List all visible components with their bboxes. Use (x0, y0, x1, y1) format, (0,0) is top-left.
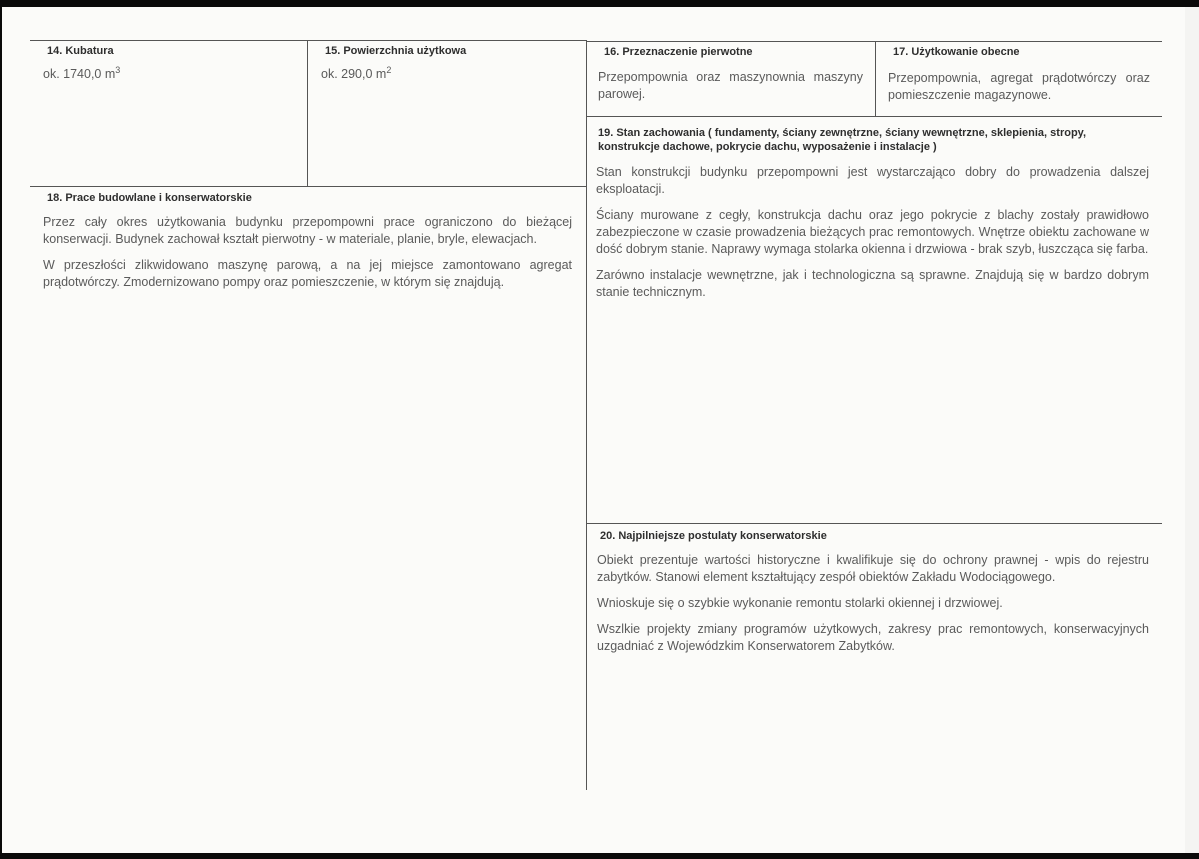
grid-line-above-18 (30, 186, 586, 187)
grid-line-above-19 (586, 116, 1162, 117)
field-18-title: 18. Prace budowlane i konserwatorskie (47, 192, 252, 204)
field-15-value-text: ok. 290,0 m (321, 67, 387, 81)
field-18-body (43, 214, 572, 300)
field-20-title: 20. Najpilniejsze postulaty konserwatorskie (600, 530, 827, 542)
field-17-text: Przepompownia, agregat prądotwórczy oraz pomieszczenie magazynowe. (888, 71, 1150, 102)
field-20-paragraph-2: Wnioskuje się o szybkie wykonanie remontu stolarki okiennej i drzwiowej. (597, 596, 1003, 610)
field-19-paragraph-3: Zarówno instalacje wewnętrzne, jak i technologiczna są sprawne. Znajdują się w bardzo dobrym stanie technicznym. (596, 268, 1149, 299)
field-20-paragraph-3: Wszlkie projekty zmiany programów użytkowych, zakresy prac remontowych, konserwacyjnych uzgadniać z Wojewódzkim Konserwatorem Zabytków. (597, 622, 1149, 653)
field-14-unit-exponent: 3 (115, 64, 121, 75)
field-16-value (598, 69, 863, 112)
field-20-body (597, 552, 1149, 664)
field-15-unit-exponent: 2 (386, 64, 392, 75)
field-20-paragraph-1: Obiekt prezentuje wartości historyczne i kwalifikuje się do ochrony prawnej - wpis do rejestru zabytków. Stanowi element kształtujący zespół obiektów Zakładu Wodociągowego. (597, 553, 1149, 584)
field-19-body (596, 164, 1149, 310)
field-14-value (43, 66, 120, 83)
field-18-paragraph-2: W przeszłości zlikwidowano maszynę parową, a na jej miejsce zamontowano agregat prądotwórczy. Zmodernizowano pompy oraz pomieszczenie, w którym się znajdują. (43, 258, 572, 289)
field-18-paragraph-1: Przez cały okres użytkowania budynku przepompowni prace ograniczono do bieżącej konserwacji. Budynek zachował kształt pierwotny - w materiale, planie, bryle, elewacjach. (43, 215, 572, 246)
field-14-title: 14. Kubatura (47, 45, 114, 57)
field-19-paragraph-2: Ściany murowane z cegły, konstrukcja dachu oraz jego pokrycie z blachy zostały prawidłowo zabezpieczone w czasie prowadzenia bieżących prac remontowych. Wnętrze obiektu zachowane w dość dobrym stanie. Naprawy wymaga stolarka okienna i drzwiowa - brak szyb, łuszcząca się farba. (596, 208, 1149, 256)
grid-line-top-right (586, 41, 1162, 42)
sheet-edge (1185, 7, 1199, 853)
field-16-text: Przepompownia oraz maszynownia maszyny parowej. (598, 70, 863, 101)
grid-line-top-left (30, 40, 586, 41)
field-19-paragraph-1: Stan konstrukcji budynku przepompowni jest wystarczająco dobry do prowadzenia dalszej eksploatacji. (596, 165, 1149, 196)
grid-line-divider-16-17 (875, 41, 876, 116)
field-17-value (888, 70, 1150, 113)
field-15-title: 15. Powierzchnia użytkowa (325, 45, 467, 57)
grid-line-divider-14-15 (307, 40, 308, 186)
field-16-title: 16. Przeznaczenie pierwotne (604, 46, 753, 58)
field-19-title: 19. Stan zachowania ( fundamenty, ściany zewnętrzne, ściany wewnętrzne, sklepienia, stropy, konstrukcje dachowe, pokrycie dachu, wyposażenie i instalacje ) (598, 127, 1087, 153)
field-15-value (321, 66, 391, 83)
grid-line-above-20 (586, 523, 1162, 524)
field-14-value-text: ok. 1740,0 m (43, 67, 116, 81)
field-17-title: 17. Użytkowanie obecne (893, 46, 1020, 58)
grid-line-center (586, 40, 587, 790)
